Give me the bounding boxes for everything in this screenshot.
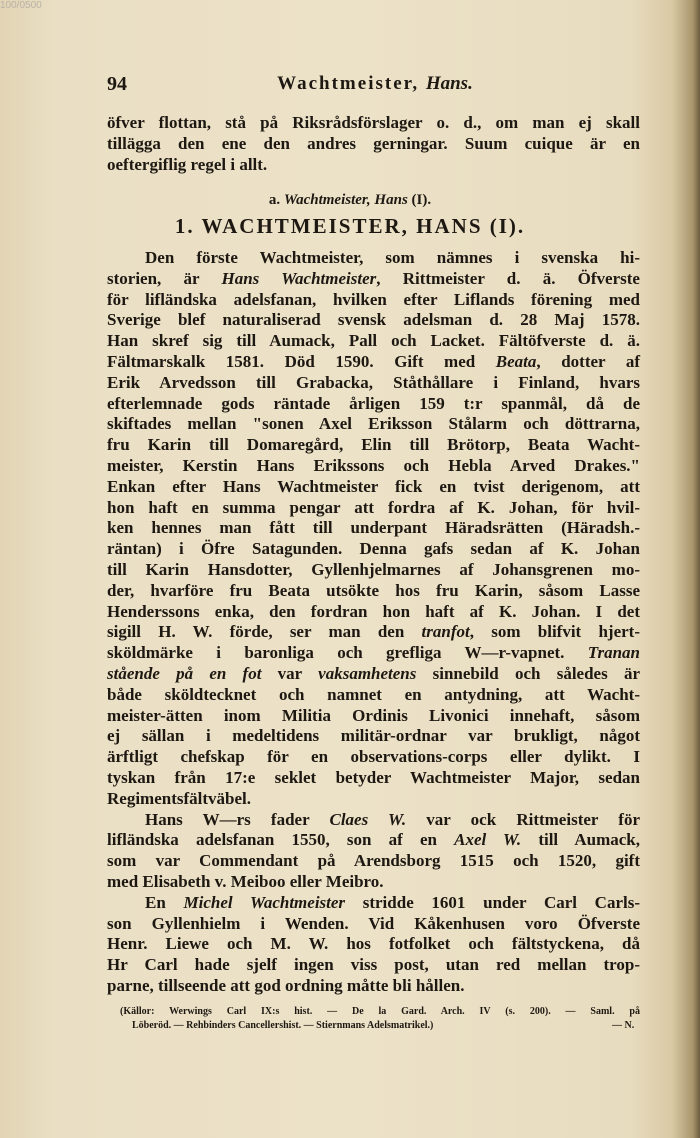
italic-text: Axel W. [454,830,522,850]
text-line [107,134,640,154]
text-line [107,664,640,684]
italic-text: stående på en fot [107,664,262,683]
text-segment: sköldmärke i baronliga och grefliga W—r-vapnet. [107,643,588,663]
text-line [107,914,640,934]
subheading-prefix: a. [268,192,284,208]
text-segment: ken hennes man fått till underpant Häradsrätten (Häradsh.- [107,518,640,538]
footnote-sources-line-1: (Källor: Werwings Carl IX:s hist. — De la Gard. Arch. IV (s. 200). — Saml. på [120,1006,640,1017]
text-segment: lifländska adelsfanan 1550, son af en [107,830,455,850]
entry-heading: 1. WACHTMEISTER, HANS (I). [174,214,526,238]
subheading-suffix: (I). [407,192,432,208]
text-line [107,373,640,393]
text-segment: Henderssons enka, den fordran hon haft af K. Johan. I det [107,601,640,621]
text-line [107,643,640,663]
text-segment: Hr Carl hade sjelf ingen viss post, utan red mellan trop- [107,955,640,975]
text-segment: Fältmarskalk 1581. Död 1590. Gift med [107,352,496,371]
text-line [107,934,640,954]
footnote-sources-line-2: Löberöd. — Rehbinders Cancellershist. — Stiernmans Adelsmatrikel.) [132,1020,434,1031]
text-segment: Hans W—rs fader [145,809,330,829]
text-line [107,976,640,996]
subheading-name: Wachtmeister, Hans [283,192,408,208]
italic-text: Claes W. [329,809,407,829]
text-segment: Han skref sig till Aumack, Pall och Lacket. Fältöfverste d. ä. [107,331,640,351]
text-line [107,830,640,850]
text-line [107,290,640,310]
text-line [107,477,640,497]
text-line [145,248,640,268]
text-segment: parne, tillseende att god ordning måtte bli hållen. [107,976,465,995]
text-line [145,893,640,913]
text-segment: för lifländska adelsfanan, hvilken efter Liflands förening med [107,289,640,309]
text-segment: son Gyllenhielm i Wenden. Vid Kåkenhusen voro Öfverste [107,913,640,933]
text-segment: oeftergiflig regel i allt. [107,155,268,174]
italic-text: tranfot [421,622,470,642]
text-segment: skiftades mellan "sonen Axel Eriksson Stålarm och döttrarna, [107,414,640,434]
text-segment: med Elisabeth v. Meiboo eller Meibro. [107,872,384,891]
text-segment: , som blifvit hjert- [469,622,640,642]
text-line [107,435,640,455]
text-line [107,456,640,476]
text-segment: stridde 1601 under Carl Carls- [345,892,640,912]
text-line [107,352,640,372]
text-segment: var [261,664,319,683]
italic-text: vaksamhetens [318,664,417,683]
text-segment: der, hvarföre fru Beata utsökte hos fru Karin, såsom Lasse [107,580,640,600]
text-segment: tyskan från 17:e seklet betyder Wachtmeister Major, sedan [107,768,640,787]
text-line [107,851,640,871]
text-line [107,789,640,809]
text-line [107,113,640,133]
text-segment: Erik Arvedsson till Grabacka, Ståthållare i Finland, hvars [107,372,640,392]
text-segment: Sverige blef naturaliserad svensk adelsman d. 28 Maj 1578. [107,310,640,330]
text-segment: , dotter af [536,352,640,371]
text-line [107,331,640,351]
footnote-signature: — N. [612,1020,635,1031]
text-line [107,872,640,892]
text-segment: som var Commendant på Arendsborg 1515 och 1520, gift [107,851,640,871]
text-line [107,310,640,330]
text-line [107,518,640,538]
text-segment: meister-ätten inom Militia Ordinis Livonici innehaft, såsom [107,705,640,725]
text-segment: öfver flottan, stå på Riksrådsförslager o. d., om man ej skall [107,113,640,132]
text-segment: både sköldtecknet och namnet en antydning, att Wacht- [107,684,640,704]
text-segment: fru Karin till Domaregård, Elin till Brötorp, Beata Wacht- [107,435,640,455]
text-line [107,269,640,289]
text-line [107,622,640,642]
text-segment: efterlemnade gods räntade årligen 159 t:r spanmål, då de [107,393,640,413]
text-segment: Henr. Liewe och M. W. hos fotfolket och fältstyckena, då [107,934,640,954]
text-line [107,955,640,975]
text-line [107,394,640,414]
text-segment: storien, är [107,268,222,288]
text-segment: var ock Rittmeister för [406,809,640,829]
text-segment: sigill H. W. förde, ser man den [107,622,422,642]
text-segment: ej sällan i medeltidens militär-ordnar var brukligt, något [107,726,640,746]
italic-text: Hans Wachtmeister [221,268,377,288]
text-segment: En [145,892,184,912]
text-segment: till Karin Hansdotter, Gyllenhjelmarnes af Johansgrenen mo- [107,560,640,579]
text-segment: , Rittmeister d. ä. Öfverste [376,268,640,288]
text-segment: sinnebild och således är [416,664,640,683]
text-line [107,706,640,726]
page-number: 94 [107,73,127,95]
text-line [107,155,640,175]
italic-text: Tranan [587,643,640,663]
text-line [107,581,640,601]
text-segment: meister, Kerstin Hans Erikssons och Hebla Arved Drakes." [107,456,640,475]
text-line [107,726,640,746]
text-segment: Regimentsfältväbel. [107,788,252,808]
text-segment: Den förste Wachtmeister, som nämnes i svenska hi- [145,248,640,267]
text-segment: tillägga den ene den andres gerningar. Suum cuique är en [107,134,640,153]
running-title-name: Wachtmeister, [277,73,426,94]
text-segment: hon haft en summa pengar att fordra af K. Johan, för hvil- [107,497,640,517]
italic-text: Beata [495,352,537,371]
text-line [107,747,640,767]
text-line [107,414,640,434]
running-title [107,73,643,95]
italic-text: Michel Wachtmeister [183,892,346,912]
text-line [107,768,640,788]
text-line [107,498,640,518]
scan-watermark: 100/0500 [0,0,42,11]
running-title-given-name: Hans. [425,73,473,94]
subheading [0,192,700,209]
text-segment: ärftligt chefskap för en observations-corps eller dylikt. I [107,747,640,767]
text-line [107,560,640,580]
text-segment: till Aumack, [521,830,641,850]
text-line [107,602,640,622]
text-line [107,685,640,705]
text-line [145,810,640,830]
text-segment: Enkan efter Hans Wachtmeister fick en tvist derigenom, att [107,476,640,496]
text-line [107,539,640,559]
running-header [107,73,643,97]
text-segment: räntan) i Öfre Satagunden. Denna gafs sedan af K. Johan [107,539,640,559]
